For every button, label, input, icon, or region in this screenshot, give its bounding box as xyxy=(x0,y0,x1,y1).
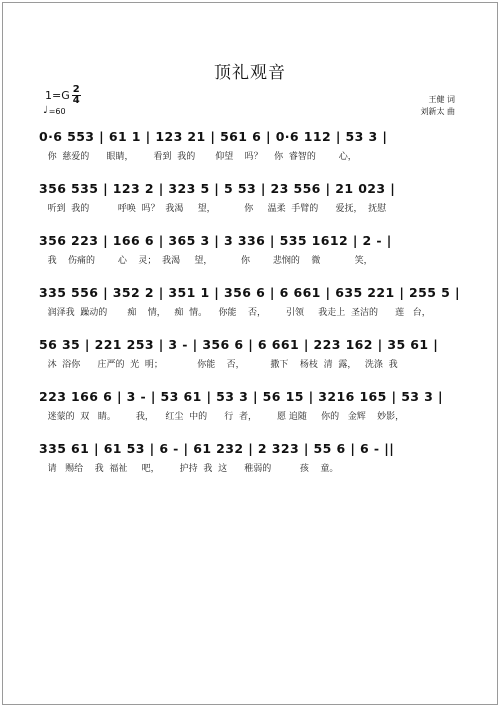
lyrics-line: 润泽我 躁动的 痴 情， 痴 情。 你能 否， 引领 我走上 圣洁的 莲 台， xyxy=(39,308,431,318)
notation-line: 0·6 553 | 61 1 | 123 21 | 561 6 | 0·6 112 | 53 3 | xyxy=(39,129,388,144)
composer: 刘新太 曲 xyxy=(420,107,455,116)
time-signature xyxy=(72,85,81,106)
lyrics-line: 你 慈爱的 眼睛， 看到 我的 仰望 吗？ 你 睿智的 心， xyxy=(39,152,357,162)
lyricist: 王健 词 xyxy=(428,95,455,104)
notation-line: 335 61 | 61 53 | 6 - | 61 232 | 2 323 | 55 6 | 6 - || xyxy=(39,441,395,456)
tempo-value: =60 xyxy=(48,106,66,116)
lyrics-line: 沐 浴你 庄严的 光 明； 你能 否， 撒下 杨枝 清 露， 洗涤 我 xyxy=(39,360,398,370)
score-system-7 xyxy=(39,435,467,485)
tempo-marking xyxy=(43,106,66,116)
time-denominator: 4 xyxy=(72,94,80,106)
credits xyxy=(420,94,455,118)
time-numerator: 2 xyxy=(72,83,80,95)
score-system-3 xyxy=(39,227,467,277)
lyrics-line: 请 赐给 我 福祉 吧， 护持 我 这 稚弱的 孩 童。 xyxy=(39,464,339,474)
notation-line: 335 556 | 352 2 | 351 1 | 356 6 | 6 661 | 635 221 | 255 5 | xyxy=(39,285,460,300)
notation-line: 356 223 | 166 6 | 365 3 | 3 336 | 535 1612 | 2 - | xyxy=(39,233,392,248)
score-sheet xyxy=(2,2,498,705)
quarter-note-icon: ♩ xyxy=(43,105,48,116)
lyrics-line: 我 伤痛的 心 灵； 我渴 望， 你 悲悯的 微 笑， xyxy=(39,256,373,266)
key-prefix: 1=G xyxy=(45,88,70,102)
lyrics-line: 迷蒙的 双 睛。 我， 红尘 中的 行 者， 愿 追随 你的 金辉 妙影， xyxy=(39,412,405,422)
key-signature xyxy=(45,82,81,108)
score-system-4 xyxy=(39,279,467,329)
lyrics-line: 听到 我的 呼唤 吗？ 我渴 望， 你 温柔 手臂的 爱抚， 抚慰 xyxy=(39,204,387,214)
score-system-5 xyxy=(39,331,467,381)
notation-line: 223 166 6 | 3 - | 53 61 | 53 3 | 56 15 | 3216 165 | 53 3 | xyxy=(39,389,443,404)
notation-line: 56 35 | 221 253 | 3 - | 356 6 | 6 661 | 223 162 | 35 61 | xyxy=(39,337,439,352)
score-system-1 xyxy=(39,123,467,173)
notation-line: 356 535 | 123 2 | 323 5 | 5 53 | 23 556 | 21 023 | xyxy=(39,181,396,196)
score-system-2 xyxy=(39,175,467,225)
score-system-6 xyxy=(39,383,467,433)
song-title: 顶礼观音 xyxy=(214,63,286,83)
